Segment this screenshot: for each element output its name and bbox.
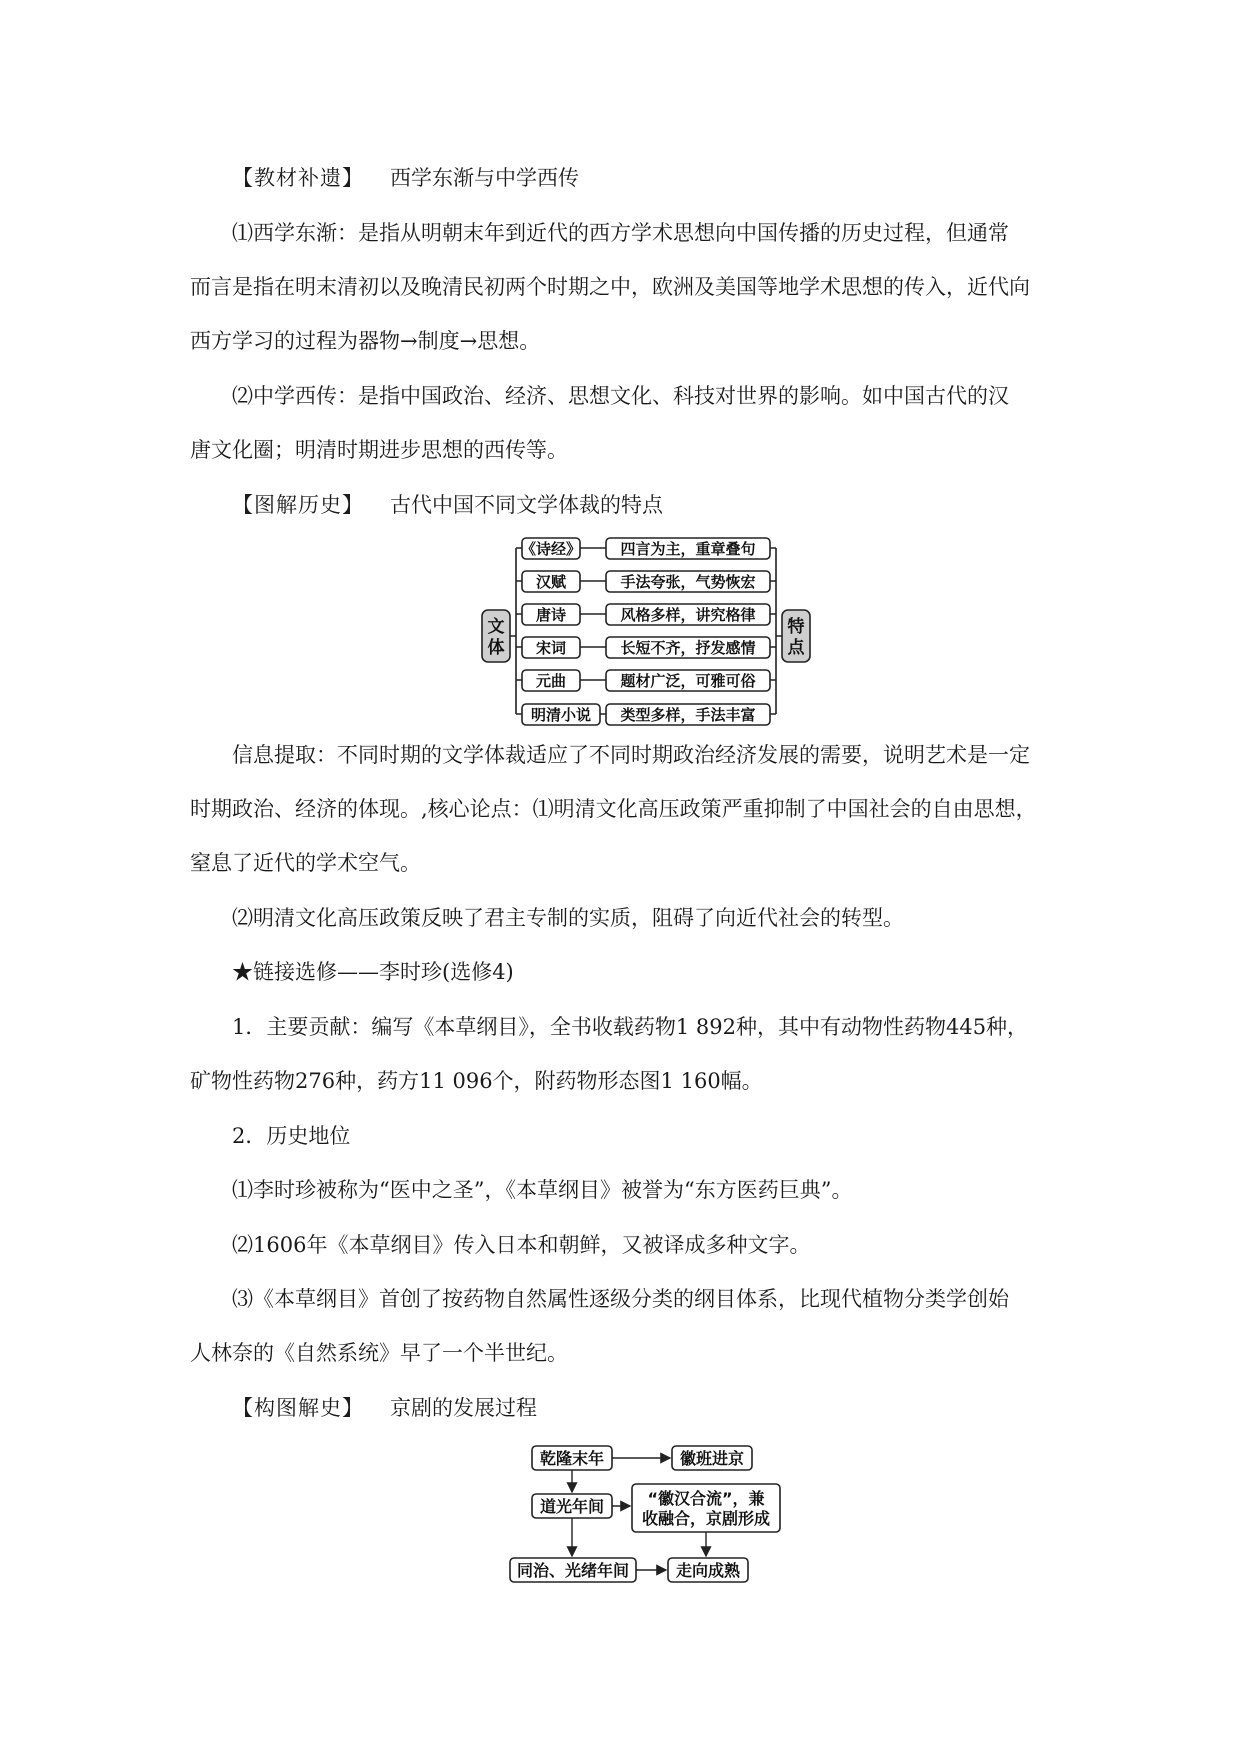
genre-name: 唐诗: [535, 606, 567, 624]
paragraph-line: ⑵1606年《本草纲目》传入日本和朝鲜，又被译成多种文字。: [232, 1233, 811, 1257]
genre-row: [516, 670, 776, 691]
paragraph-line: 时期政治、经济的体现。,核心论点：⑴明清文化高压政策严重抑制了中国社会的自由思想，: [190, 797, 1037, 821]
paragraph-line: 而言是指在明末清初以及晚清民初两个时期之中，欧洲及美国等地学术思想的传入，近代向: [190, 275, 1030, 299]
genre-name: 《诗经》: [520, 540, 582, 558]
paragraph-line: 信息提取：不同时期的文学体裁适应了不同时期政治经济发展的需要，说明艺术是一定: [232, 743, 1030, 767]
genre-feature: 题材广泛，可雅可俗: [620, 672, 756, 690]
section-heading-illustration: [232, 491, 663, 519]
paragraph-line: ⑵中学西传：是指中国政治、经济、思想文化、科技对世界的影响。如中国古代的汉: [232, 384, 1009, 408]
paragraph-line: 矿物性药物276种，药方11 096个，附药物形态图1 160幅。: [190, 1069, 763, 1093]
genre-feature: 手法夸张，气势恢宏: [620, 573, 756, 591]
genre-row: [516, 704, 776, 725]
genre-feature: 类型多样，手法丰富: [620, 706, 756, 724]
section-heading-supplement: [232, 164, 579, 192]
literary-genre-diagram: [470, 528, 820, 730]
paragraph-line: ⑵明清文化高压政策反映了君主专制的实质，阻碍了向近代社会的转型。: [232, 906, 904, 930]
section-heading-composition: [232, 1394, 537, 1422]
section-title: 西学东渐与中学西传: [390, 166, 579, 190]
flow-node-label: 收融合，京剧形成: [641, 1509, 771, 1528]
paragraph-line: 西方学习的过程为器物→制度→思想。: [190, 329, 541, 353]
section-title: 京剧的发展过程: [390, 1396, 537, 1420]
peking-opera-flowchart: [500, 1438, 800, 1598]
genre-feature: 风格多样，讲究格律: [620, 606, 756, 624]
flow-node-label: 走向成熟: [675, 1561, 741, 1580]
flow-node-label: 乾隆末年: [539, 1449, 605, 1468]
feature-label-char: 特: [787, 617, 805, 637]
genre-row: [516, 604, 776, 625]
flow-node-label: “徽汉合流”，兼: [647, 1489, 765, 1508]
genre-row: [516, 637, 776, 658]
paragraph-line: 窒息了近代的学术空气。: [190, 851, 421, 875]
flow-node-label: 同治、光绪年间: [516, 1561, 630, 1580]
section-tag: 【图解历史】: [232, 493, 364, 517]
genre-name: 元曲: [535, 672, 567, 690]
genre-feature: 长短不齐，抒发感情: [620, 639, 756, 657]
genre-feature: 四言为主，重章叠句: [620, 540, 756, 558]
genre-row: [516, 571, 776, 592]
paragraph-line: 1．主要贡献：编写《本草纲目》，全书收载药物1 892种，其中有动物性药物445种，: [232, 1015, 1029, 1039]
paragraph-line: 唐文化圈；明清时期进步思想的西传等。: [190, 438, 568, 462]
subheading: 2．历史地位: [232, 1124, 351, 1148]
section-title: 古代中国不同文学体裁的特点: [390, 493, 663, 517]
section-tag: 【教材补遗】: [232, 166, 364, 190]
paragraph-line: ⑴李时珍被称为“医中之圣”，《本草纲目》被誉为“东方医药巨典”。: [232, 1178, 853, 1202]
section-tag: 【构图解史】: [232, 1396, 364, 1420]
paragraph-line: 人林奈的《自然系统》早了一个半世纪。: [190, 1341, 568, 1365]
genre-name: 汉赋: [535, 573, 567, 591]
link-heading: ★链接选修——李时珍(选修4): [232, 960, 514, 984]
genre-name: 宋词: [535, 639, 567, 657]
flow-node-label: 徽班进京: [679, 1449, 745, 1468]
paragraph-line: ⑶《本草纲目》首创了按药物自然属性逐级分类的纲目体系，比现代植物分类学创始: [232, 1287, 1009, 1311]
genre-label-char: 体: [487, 638, 505, 658]
genre-row: [516, 538, 776, 559]
feature-label-char: 点: [787, 638, 805, 658]
paragraph-line: ⑴西学东渐：是指从明朝末年到近代的西方学术思想向中国传播的历史过程，但通常: [232, 221, 1009, 245]
flow-node-label: 道光年间: [539, 1497, 605, 1516]
genre-name: 明清小说: [530, 706, 592, 724]
genre-label-char: 文: [487, 617, 505, 637]
